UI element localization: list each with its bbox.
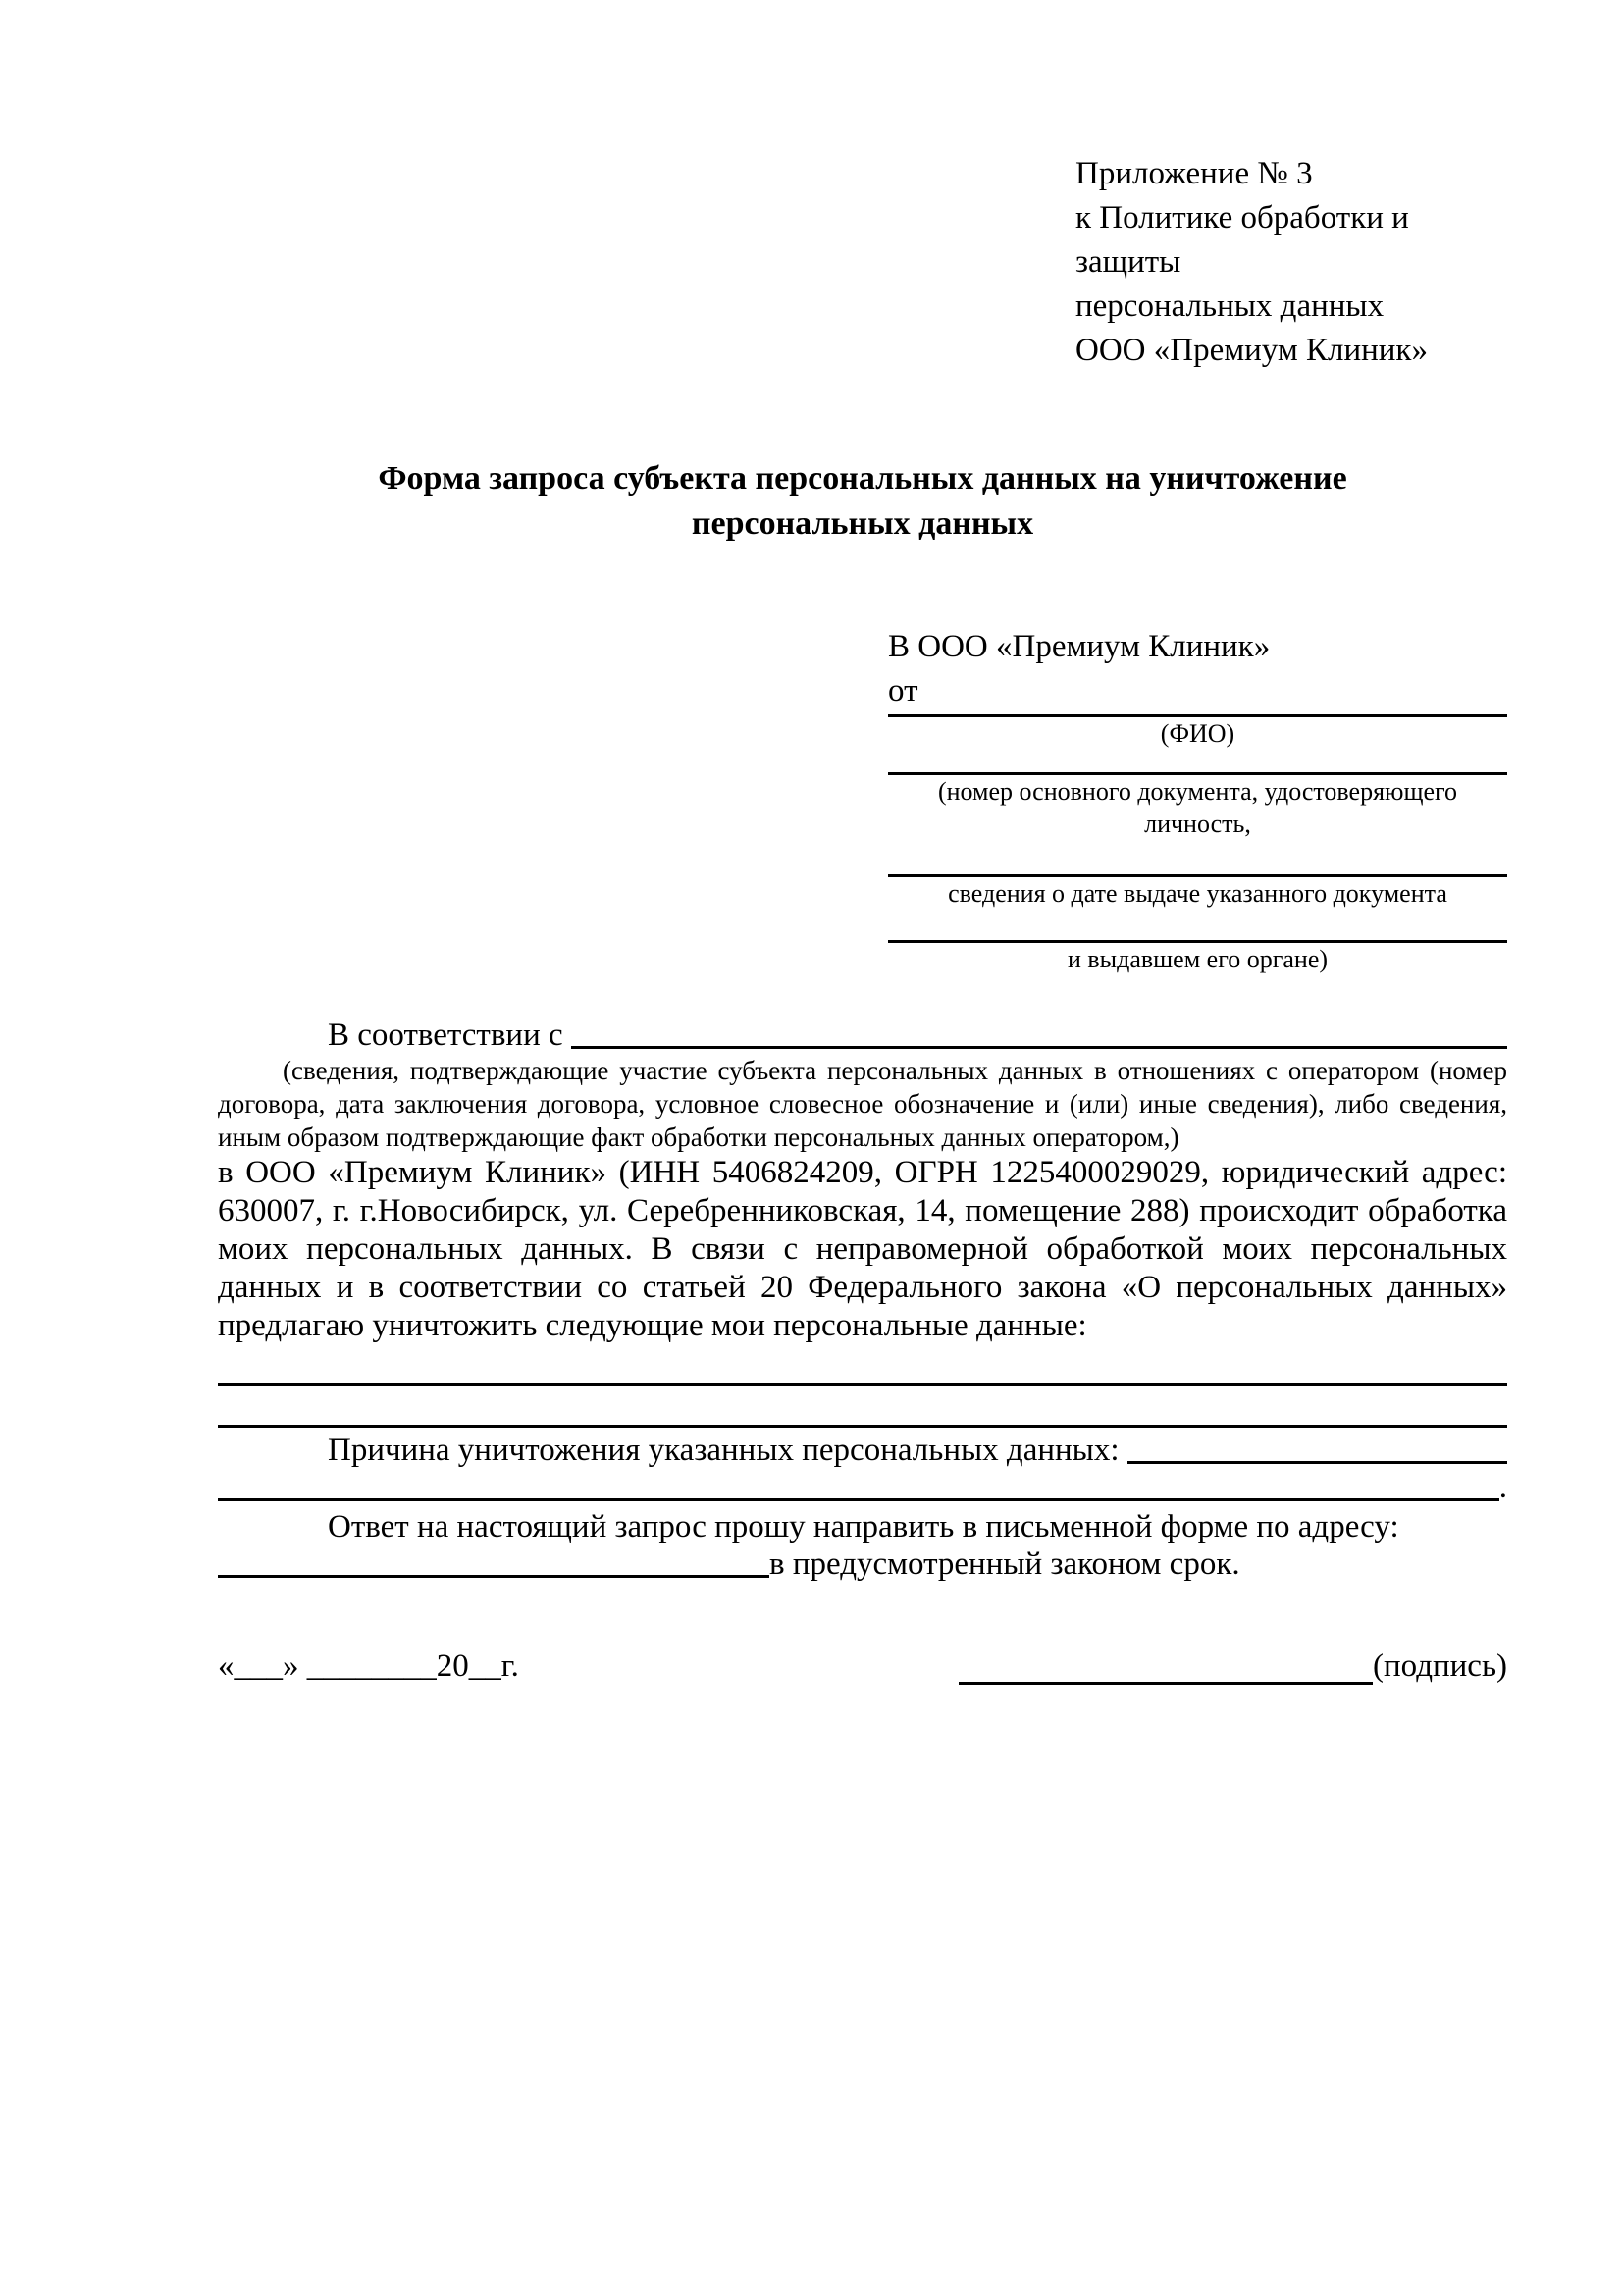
paragraph-indent (218, 1432, 328, 1469)
accordance-blank-line (571, 1046, 1507, 1049)
title-line: персональных данных (691, 505, 1034, 542)
signature-blank-line (959, 1651, 1373, 1685)
issue-date-blank-line (888, 840, 1507, 877)
addressee-from-label: от (888, 673, 918, 708)
annex-block (1075, 152, 1507, 373)
main-paragraph: в ООО «Премиум Клиник» (ИНН 5406824209, ОГРН 1225400029029, юридический адрес: 630007, г. г.Новосибирск, ул. Серебренниковская, 14, помещение 288) происходит обработка моих персональных данных. В связи с неправомерной обработкой моих персональных данных и в соответствии со статьей 20 Федерального закона «О персональных данных» предлагаю уничтожить следующие мои персональные данные: (218, 1155, 1507, 1343)
document-title (218, 456, 1507, 547)
accordance-row (218, 1017, 1507, 1054)
reason-continuation-row (218, 1469, 1507, 1506)
reason-continuation-blank-line (218, 1498, 1499, 1501)
body-section (218, 1017, 1507, 1583)
addressee-block (888, 625, 1507, 975)
doc-number-caption: (номер основного документа, удостоверяющего личность, (937, 777, 1458, 838)
paragraph-indent (218, 1017, 328, 1054)
response-request-paragraph: Ответ на настоящий запрос прошу направить в письменной форме по адресу: (328, 1509, 1399, 1544)
addressee-organization: В ООО «Премиум Клиник» (888, 629, 1271, 664)
signature-caption: (подпись) (1373, 1648, 1507, 1684)
title-line: Форма запроса субъекта персональных данных на уничтожение (378, 460, 1347, 496)
annex-line: ООО «Премиум Клиник» (1075, 333, 1428, 368)
signature-group (959, 1647, 1507, 1685)
issuing-authority-caption: и выдавшем его органе) (1067, 945, 1329, 973)
footer-row (218, 1647, 1507, 1685)
personal-data-blank-line-1 (218, 1345, 1507, 1386)
annex-line: к Политике обработки и защиты (1075, 200, 1409, 280)
issuing-authority-blank-line (888, 910, 1507, 943)
reason-label: Причина уничтожения указанных персональных данных: (328, 1433, 1120, 1468)
reason-row (218, 1432, 1507, 1469)
period-text: . (1498, 1470, 1507, 1505)
annex-line: персональных данных (1075, 288, 1385, 324)
response-tail-row (218, 1545, 1507, 1583)
doc-number-blank-line (888, 750, 1507, 775)
response-tail-text: в предусмотренный законом срок. (769, 1546, 1240, 1582)
fio-caption: (ФИО) (1160, 719, 1235, 748)
reason-blank-line (1127, 1461, 1507, 1464)
accordance-note: (сведения, подтверждающие участие субъекта персональных данных в отношениях с оператором (номер договора, дата заключения договора, условное словесное обозначение и (или) иные сведения), либо сведения, иным образом подтверждающие факт обработки персональных данных оператором,) (218, 1056, 1507, 1152)
issue-date-caption: сведения о дате выдаче указанного документа (948, 879, 1447, 908)
accordance-lead-text: В соответствии с (328, 1018, 563, 1053)
address-blank-line (218, 1575, 769, 1578)
annex-line: Приложение № 3 (1075, 156, 1313, 191)
date-placeholder: «___» ________20__г. (218, 1648, 519, 1684)
personal-data-blank-line-2 (218, 1386, 1507, 1428)
